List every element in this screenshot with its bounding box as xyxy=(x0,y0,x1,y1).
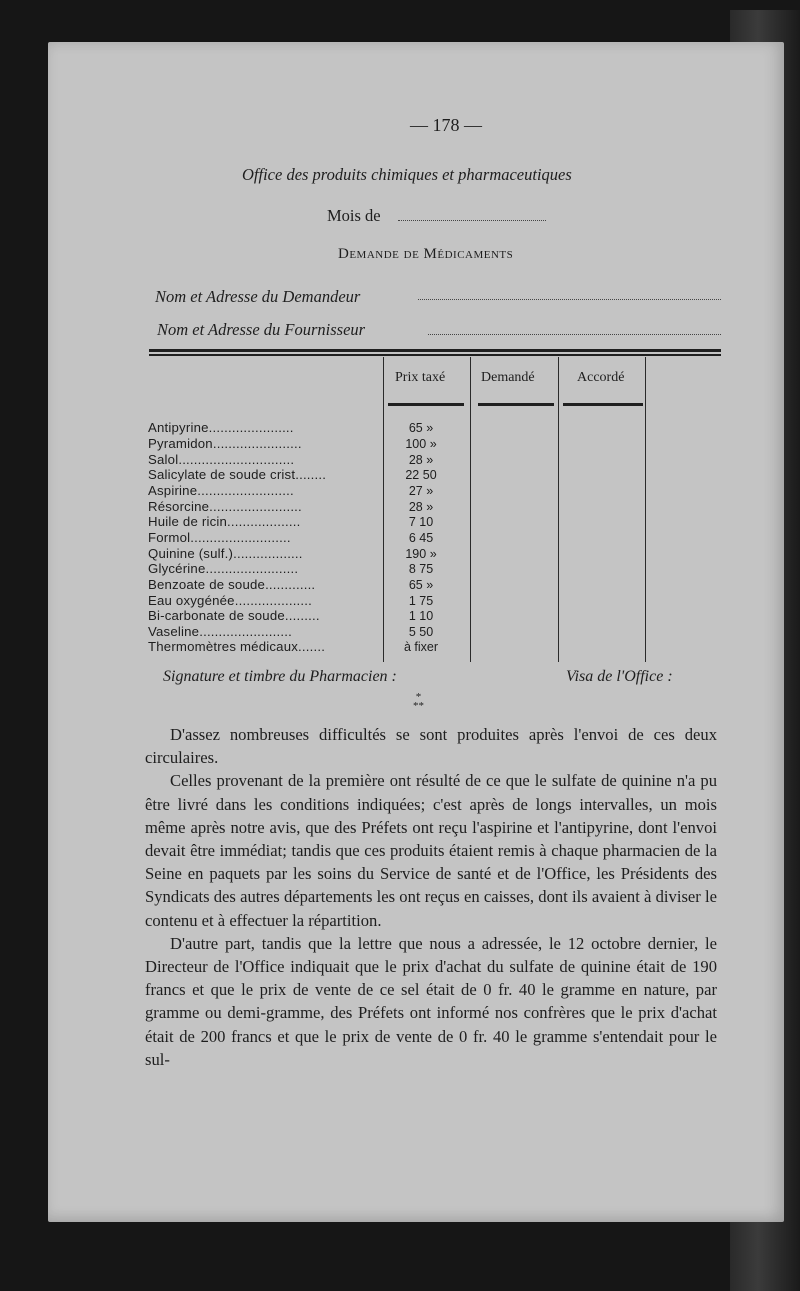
row-price: à fixer xyxy=(403,640,439,654)
header-demande: Demandé xyxy=(481,370,535,385)
row-price: 7 10 xyxy=(408,515,434,529)
column-divider-accorde xyxy=(558,357,559,662)
visa-label: Visa de l'Office : xyxy=(566,668,673,685)
header-prix: Prix taxé xyxy=(395,370,446,385)
row-price: 8 75 xyxy=(408,562,434,576)
row-price: 28 » xyxy=(408,500,434,514)
form-title: Demande de Médicaments xyxy=(338,246,514,262)
row-price: 65 » xyxy=(408,421,434,435)
header-underline-demande xyxy=(478,403,554,406)
column-divider-demande xyxy=(470,357,471,662)
page-number: — 178 — xyxy=(410,115,482,135)
row-price: 28 » xyxy=(408,453,434,467)
table-row: Eau oxygénée.................... xyxy=(148,593,313,608)
table-row: Formol.......................... xyxy=(148,530,291,545)
row-price: 65 » xyxy=(408,578,434,592)
mois-label: Mois de xyxy=(327,206,381,225)
paragraph: D'autre part, tandis que la lettre que nous a adressée, le 12 octobre dernier, le Directeur de l'Office indiquait que le prix d'achat du sulfate de quinine était de 190 francs et que le prix de vente de ce sel était de 0 fr. 40 le gramme en nature, par gramme ou demi-gramme, des Préfets ont informé nos confrères que le prix d'achat était de 200 francs et que le prix de vente de 0 fr. 40 le gramme s'entendait pour le sul- xyxy=(145,933,717,1069)
row-price: 27 » xyxy=(408,484,434,498)
table-row: Bi-carbonate de soude......... xyxy=(148,608,320,623)
table-top-rule-thin xyxy=(149,354,721,356)
table-row: Thermomètres médicaux....... xyxy=(148,639,326,654)
asterism-bottom: ** xyxy=(413,700,424,712)
table-row: Benzoate de soude............. xyxy=(148,577,316,592)
asterism-top: * xyxy=(415,691,422,703)
table-row: Vaseline........................ xyxy=(148,624,292,639)
table-row: Résorcine........................ xyxy=(148,499,302,514)
row-price: 6 45 xyxy=(408,531,434,545)
row-price: 190 » xyxy=(405,547,437,561)
fournisseur-label: Nom et Adresse du Fournisseur xyxy=(157,320,366,339)
row-price: 1 75 xyxy=(408,594,434,608)
paragraph: Celles provenant de la première ont résulté de ce que le sulfate de quinine n'a pu être livré dans les conditions indiquées; c'est après de longs intervalles, un mois même après notre avis, que des Préfets ont reçu l'aspirine et l'antipyrine, dont l'envoi devait être immédiat; tandis que ces produits étaient remis à chaque pharmacien de la Seine en paquets par les soins du Service de santé et de l'Office, les Présidents des Syndicats des autres départements les ont reçus en caisses, dont ils avaient à diviser le contenu et à effectuer la répartition. xyxy=(145,771,717,930)
row-price: 5 50 xyxy=(408,625,434,639)
table-row: Aspirine......................... xyxy=(148,483,294,498)
table-row: Glycérine........................ xyxy=(148,561,299,576)
paragraph: D'assez nombreuses difficultés se sont produites après l'envoi de ces deux circulaires. xyxy=(145,725,717,768)
signature-label: Signature et timbre du Pharmacien : xyxy=(163,668,397,685)
table-row: Salicylate de soude crist........ xyxy=(148,467,327,482)
row-price: 22 50 xyxy=(405,468,437,482)
table-row: Huile de ricin................... xyxy=(148,514,301,529)
row-price: 100 » xyxy=(405,437,437,451)
demandeur-fill-line xyxy=(418,299,721,300)
table-row: Pyramidon....................... xyxy=(148,436,302,451)
office-title: Office des produits chimiques et pharmaceutiques xyxy=(242,165,572,184)
header-accorde: Accordé xyxy=(577,370,625,385)
demandeur-label: Nom et Adresse du Demandeur xyxy=(155,287,361,306)
table-row: Antipyrine...................... xyxy=(148,420,294,435)
row-price: 1 10 xyxy=(408,609,434,623)
header-underline-prix xyxy=(388,403,464,406)
mois-fill-line xyxy=(398,220,546,221)
body-text xyxy=(145,723,717,1071)
table-top-rule xyxy=(149,349,721,352)
column-divider-end xyxy=(645,357,646,662)
table-row: Salol.............................. xyxy=(148,452,295,467)
header-underline-accorde xyxy=(563,403,643,406)
asterism xyxy=(413,693,424,711)
table-row: Quinine (sulf.).................. xyxy=(148,546,303,561)
fournisseur-fill-line xyxy=(428,334,721,335)
